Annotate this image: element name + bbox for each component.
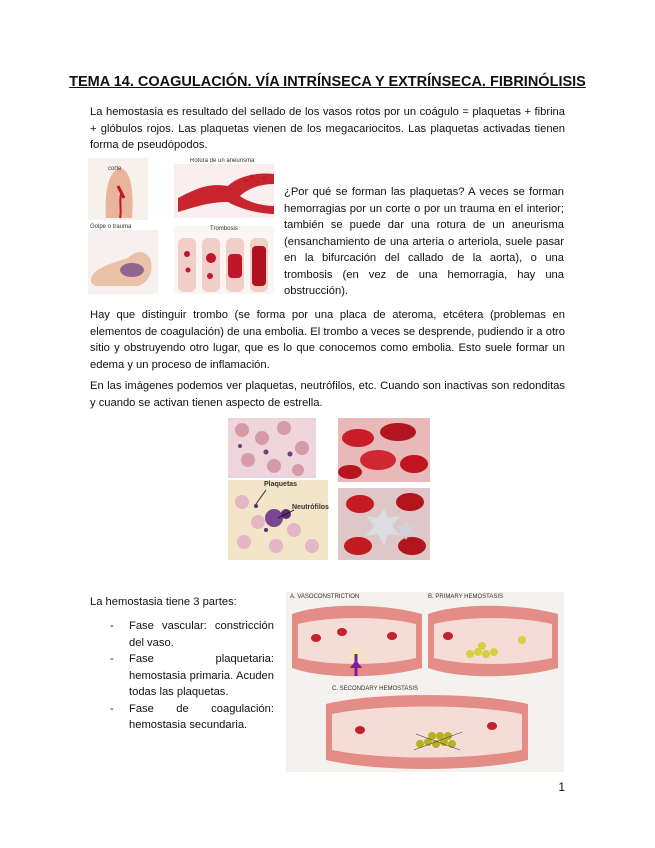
label-plaquetas: Plaquetas bbox=[264, 481, 298, 488]
intro-paragraph: La hemostasia es resultado del sellado de los vasos rotos por un coágulo = plaquetas + fibrina + glóbulos rojos. Las plaquetas vienen de los megacariocitos. Las plaquetas activadas tienen forma de pseudópodos. bbox=[90, 106, 565, 151]
platelet-figure bbox=[228, 418, 430, 560]
caption-trombosis: Trombosis bbox=[210, 226, 238, 232]
hemorrhage-figure bbox=[88, 158, 276, 294]
caption-corte: corte bbox=[108, 166, 122, 172]
diagram-label-c: C. SECONDARY HEMOSTASIS bbox=[332, 686, 419, 692]
hemostasis-diagram bbox=[286, 592, 564, 772]
caption-golpe: Golpe o trauma bbox=[90, 224, 132, 230]
parts-paragraph: La hemostasia tiene 3 partes: bbox=[90, 596, 237, 608]
thrombus-paragraph: Hay que distinguir trombo (se forma por una placa de ateroma, etcétera (problemas en elementos de coagulación) de una embolia. El trombo a veces se desprende, pudiendo ir a otro sitio y obstruyendo otro lugar, que es lo que conocemos como embolia. Esto suele formar un edema y un proceso de inflamación. bbox=[90, 309, 565, 371]
list-item: - Fase de coagulación: hemostasia secundaria. bbox=[108, 701, 274, 734]
hemostasis-phases-list bbox=[108, 618, 274, 734]
diagram-label-b: B. PRIMARY HEMOSTASIS bbox=[428, 594, 504, 600]
caption-aneurisma: Rotura de un aneurisma bbox=[190, 158, 255, 164]
images-paragraph: En las imágenes podemos ver plaquetas, neutrófilos, etc. Cuando son inactivas son redonditas y cuando se activan tienen aspecto de estrella. bbox=[90, 380, 565, 409]
hemostasis-vessel-diagram bbox=[286, 592, 564, 772]
why-paragraph: ¿Por qué se forman las plaquetas? A veces se forman hemorragias por un corte o por un trauma en el interior; también se puede dar una rotura de un aneurisma (ensanchamiento de una arteria o arteriola, suele pasar en la bifurcación del callado de la aorta), o una trombosis (en vez de una hemorragia, hay una obstrucción). bbox=[284, 186, 564, 297]
list-item: - Fase plaquetaria: hemostasia primaria. Acuden todas las plaquetas. bbox=[108, 651, 274, 701]
platelet-micrographs bbox=[228, 418, 430, 560]
page-title: TEMA 14. COAGULACIÓN. VÍA INTRÍNSECA Y EXTRÍNSECA. FIBRINÓLISIS bbox=[69, 74, 586, 90]
label-neutrofilos: Neutrófilos bbox=[292, 504, 329, 511]
page-number: 1 bbox=[558, 780, 565, 794]
list-item: - Fase vascular: constricción del vaso. bbox=[108, 618, 274, 651]
diagram-label-a: A. VASOCONSTRICTION bbox=[290, 594, 360, 600]
